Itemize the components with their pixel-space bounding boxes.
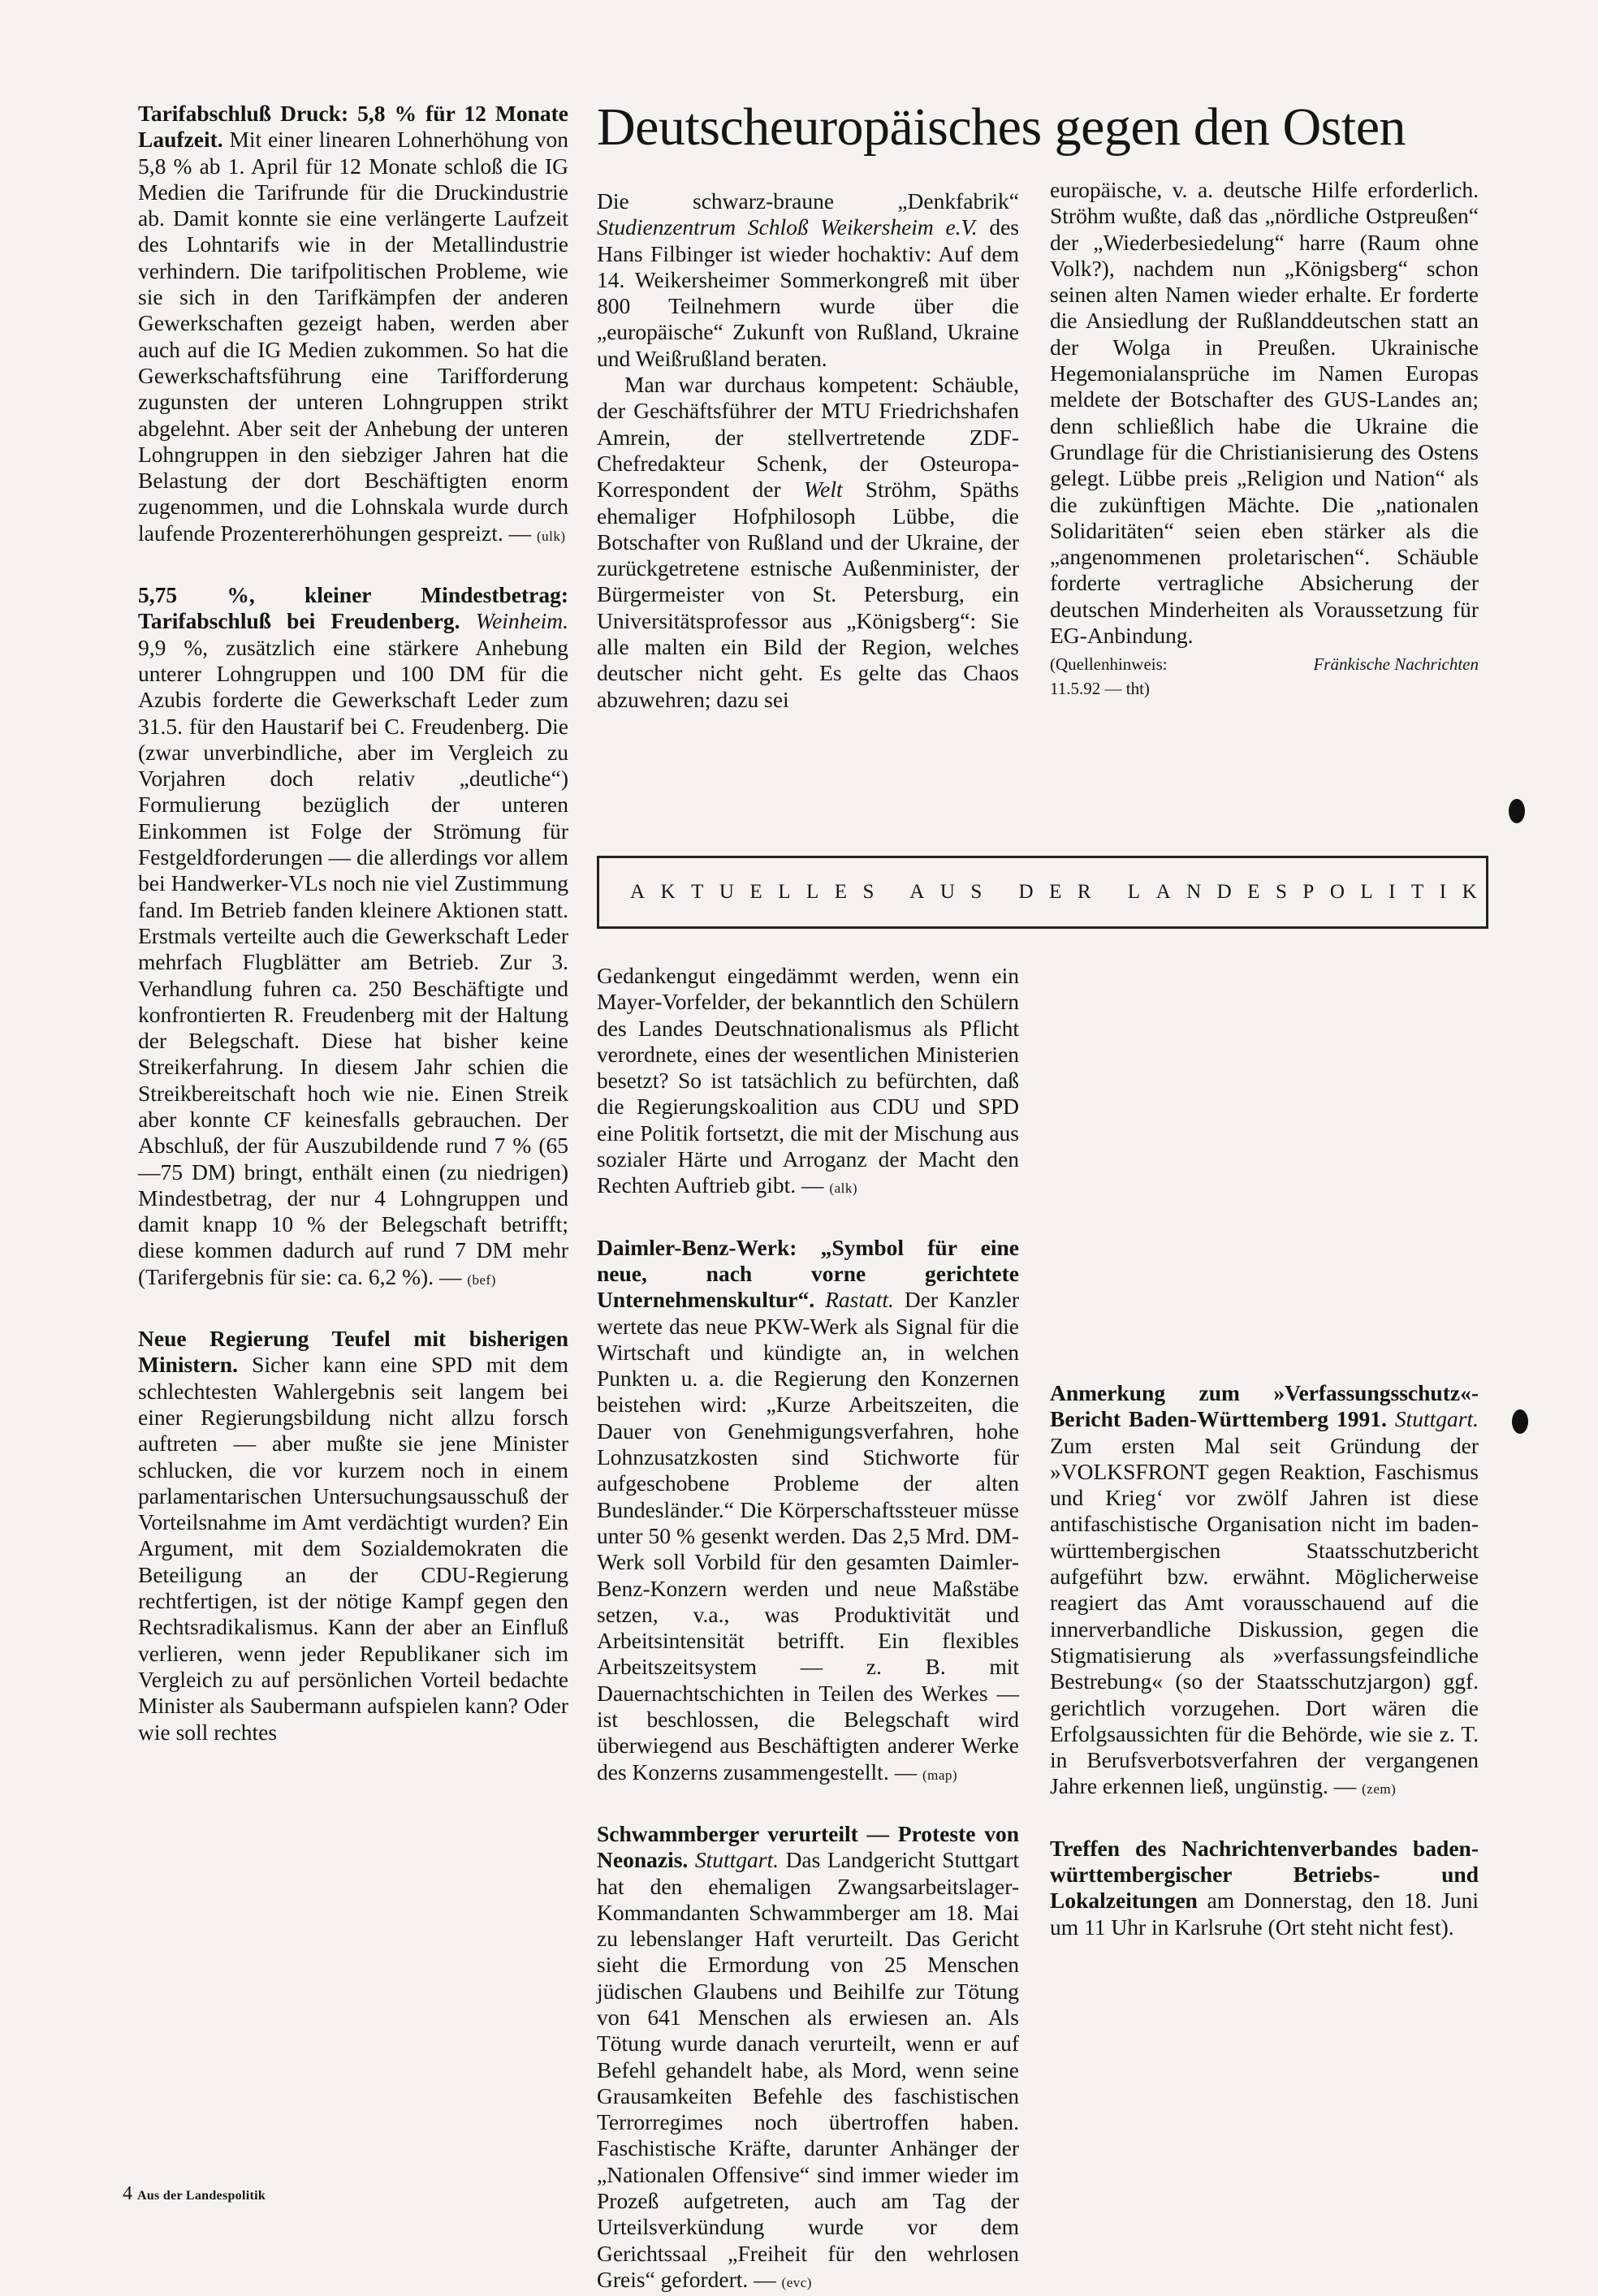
source-label: (Quellenhinweis: (1050, 654, 1168, 675)
article-body: Sicher kann eine SPD mit dem schlechtesten Wahlergebnis seit langem bei einer Regierungsbildung nicht allzu forsch auftreten — aber mußte sie jene Minister schlucken, die vor kurzem noch in einem parlamentarischen Untersuchungsausschuß der Vorteilsnahme im Amt verdächtigt wurden? Ein Argument, mit dem Sozialdemokraten die Beteiligung an der CDU-Regierung rechtfertigen, ist der nötige Kampf gegen den Rechtsradikalismus. Kann der aber an Einfluß verlieren, wenn jeder Republikaner sich im Vergleich zu auf persönlichen Vorteil bedachte Minister als Saubermann aufspielen kann? Oder wie soll rechtes (138, 1352, 568, 1745)
right-column-bottom (1050, 963, 1479, 1940)
middle-column-top (597, 188, 1019, 713)
section-banner (597, 856, 1493, 929)
article-weikersheim-body (597, 372, 1019, 713)
article-neue-regierung-continued (597, 963, 1019, 1202)
article-signature: (ulk) (537, 528, 566, 544)
article-signature: (zem) (1362, 1781, 1397, 1798)
article-body: Zum ersten Mal seit Gründung der »VOLKSFRONT gegen Reaktion, Faschismus und Krieg‘ vor zwölf Jahren ist diese antifaschistische Organisation nicht im baden-württembergischen Staatsschutzbericht aufgeführt bzw. erwähnt. Möglicherweise reagiert das Amt vorausschauend auf die innerverbandliche Diskussion, gegen die Stigmatisierung als »verfassungsfeindliche Bestrebung« (so der Staatsschutzjargon) ggf. gerichtlich vorzugehen. Dort wären die Erfolgsaussichten für die Behörde, wie sie z. T. in Berufsverbotsverfahren der vergangenen Jahre erkennen ließ, ungünstig. — (1050, 1432, 1479, 1799)
article-title: Daimler-Benz-Werk: „Symbol für eine neue, nach vorne gerichtete Unternehmenskultur“. (597, 1234, 1019, 1313)
article-title-italic: Studienzentrum Schloß Weikersheim e.V. (597, 214, 978, 240)
article-body: Ströhm, Späths ehemaliger Hofphilosoph Lübbe, die Botschafter von Rußland und der Ukraine, der zurückgetretene estnische Außenminister, der Bürgermeister von St. Petersburg, ein Universitätsprofessor aus „Königsberg“: Sie alle malten ein Bild der Region, welches deutscher nicht geht. Es gelte das Chaos abzuwehren; dazu sei (597, 477, 1019, 712)
article-weikersheim-continued (1050, 177, 1479, 649)
article-title: Anmerkung zum »Verfassungsschutz«-Bericht Baden-Württemberg 1991. (1050, 1380, 1479, 1432)
article-body: Mit einer linearen Lohnerhöhung von 5,8 % ab 1. April für 12 Monate schloß die IG Medien die Tarifrunde für die Druckindustrie ab. Damit konnte sie eine verlängerte Laufzeit des Lohntarifs wie in der Metallindustrie verhindern. Die tarifpolitischen Probleme, wie sie sich in den Tarifkämpfen der anderen Gewerkschaften gezeigt haben, werden aber auch auf die IG Medien zukommen. So hat die Gewerkschaftsführung eine Tarifforderung zugunsten der unteren Lohngruppen strikt abgelehnt. Aber seit der Anhebung der unteren Lohngruppen in den siebziger Jahren hat die Belastung der dort Beschäftigten enorm zugenommen, und die Lohnskala wurde durch laufende Prozentererhöhungen gespreizt. — (138, 127, 568, 546)
right-column-top (1050, 177, 1479, 701)
article-title: Tarifabschluß Druck: 5,8 % für 12 Monate Laufzeit. (138, 101, 568, 153)
article-weikersheim-intro (597, 188, 1019, 372)
page-number: 4 (123, 2183, 132, 2204)
middle-column-bottom (597, 963, 1019, 2296)
article-title: Schwammberger verurteilt — Proteste von Neonazis. (597, 1820, 1019, 1873)
page-headline: Deutscheuropäisches gegen den Osten (597, 97, 1406, 157)
article-signature: (alk) (829, 1180, 857, 1197)
page-footer (123, 2183, 266, 2205)
article-location: Stuttgart. (694, 1847, 779, 1873)
article-signature: (map) (922, 1767, 958, 1783)
punch-hole-mark (1512, 1409, 1528, 1434)
article-title: 5,75 %, kleiner Mindestbetrag: Tarifabschluß bei Freudenberg. (138, 582, 568, 634)
article-body: am Donnerstag, den 18. Juni um 11 Uhr in Karlsruhe (Ort steht nicht fest). (1050, 1888, 1479, 1940)
article-body: Der Kanzler wertete das neue PKW-Werk als Signal für die Wirtschaft und kündigte an, in welchen Punkten u. a. die Regierung den Konzernen beistehen wird: „Kurze Arbeitszeiten, die Dauer von Genehmigungsverfahren, hohe Lohnzusatzkosten sind Stichworte für aufgeschobene Probleme der alten Bundesländer.“ Die Körperschaftssteuer müsse unter 50 % gesenkt werden. Das 2,5 Mrd. DM-Werk soll Vorbild für den gesamten Daimler-Benz-Konzern werden und neue Maßstäbe setzen, v.a., was Produktivität und Arbeitsintensität betrifft. Ein flexibles Arbeitszeitsystem — z. B. mit Dauernachtschichten in Teilen des Werkes — ist beschlossen, die Belegschaft wird überwiegend aus Beschäftigten anderer Werke des Konzerns zusammengestellt. — (597, 1287, 1019, 1785)
newspaper-name: Welt (803, 477, 843, 503)
article-body: 9,9 %, zusätzlich eine stärkere Anhebung unterer Lohngruppen und 100 DM für die Azubis forderte die Gewerkschaft Leder zum 31.5. für den Haustarif bei C. Freudenberg. Die (zwar unverbindliche, aber im Vergleich zu Vorjahren doch relativ „deutliche“) Formulierung bezüglich der unteren Einkommen ist Folge der Strömung für Festgeldforderungen — die allerdings vor allem bei Handwerker-VLs noch nie viel Zustimmung fand. Im Betrieb fanden kleinere Aktionen statt. Erstmals verteilte auch die Gewerkschaft Leder mehrfach Flugblätter am Betrieb. Zur 3. Verhandlung fuhren ca. 250 Beschäftigte und konfrontierten R. Freudenberg mit der Haltung der Belegschaft. Diese hat bisher keine Streikerfahrung. In diesem Jahr schien die Streikbereitschaft hoch wie nie. Einen Streik aber konnte CF keinesfalls gebrauchen. Der Abschluß, der für Auszubildende rund 7 % (65—75 DM) bringt, enthält einen (zu niedrigen) Mindestbetrag, der nur 4 Lohngruppen und damit knapp 10 % der Belegschaft betrifft; diese kommen dadurch auf rund 7 DM mehr (Tarifergebnis für sie: ca. 6,2 %). — (138, 634, 568, 1289)
article-treffen (1050, 1836, 1479, 1940)
article-freudenberg (138, 582, 568, 1293)
article-body: Man war durchaus kompetent: Schäuble, der Geschäftsführer der MTU Friedrichshafen Amrein, der stellvertretende ZDF-Chefredakteur Schenk, der Osteuropa-Korrespondent der (597, 372, 1019, 503)
article-body: Gedankengut eingedämmt werden, wenn ein Mayer-Vorfelder, der bekanntlich den Schülern des Landes Deutschnationalismus als Pflicht verordnete, eines der wesentlichen Ministerien besetzt? So ist tatsächlich zu befürchten, daß die Regierungskoalition aus CDU und SPD eine Politik fortsetzt, die mit der Mischung aus sozialer Härte und Arroganz der Macht den Rechten Auftrieb gibt. — (597, 963, 1019, 1198)
article-body: des Hans Filbinger ist wieder hochaktiv: Auf dem 14. Weikersheimer Sommerkongreß mit über 800 Teilnehmern wurde über die „europäische“ Zukunft von Rußland, Ukraine und Weißrußland beraten. (597, 214, 1019, 371)
article-body: Das Landgericht Stuttgart hat den ehemaligen Zwangsarbeitslager-Kommandanten Schwammberger am 18. Mai zu lebenslanger Haft verurteilt. Das Gericht sieht die Ermordung von 25 Menschen jüdischen Glaubens und Beihilfe zur Tötung von 641 Menschen als erwiesen an. Als Tötung wurde danach verurteilt, wenn er auf Befehl gehandelt habe, als Mord, wenn seine Grausamkeiten Befehle des faschistischen Terrorregimes noch übertroffen haben. Faschistische Kräfte, darunter Anhänger der „Nationalen Offensive“ sind immer wieder im Prozeß aufgetreten, auch am Tag der Urteilsverkündung wurde vor dem Gerichtssaal „Freiheit für den wehrlosen Greis“ gefordert. — (597, 1847, 1020, 2292)
article-signature: (evc) (781, 2274, 812, 2290)
article-signature: tht) (1125, 679, 1150, 699)
source-note (1050, 652, 1479, 701)
article-location: Stuttgart. (1394, 1406, 1479, 1432)
article-verfassungsschutz (1050, 1380, 1479, 1803)
article-body: europäische, v. a. deutsche Hilfe erforderlich. Ströhm wußte, daß das „nördliche Ostpreußen“ der „Wiederbesiedelung“ harre (Raum ohne Volk?), nachdem nun „Königsberg“ schon seinen alten Namen wieder erhalte. Er forderte die Ansiedlung der Rußlanddeutschen statt an der Wolga in Preußen. Ukrainische Hegemonialansprüche im Namen Europas meldete der Botschafter des GUS-Landes an; denn schließlich habe die Ukraine die Grundlage für die Christianisierung des Ostens gelegt. Lübbe preis „Religion und Nation“ als die zukünftigen Mächte. Die „nationalen Solidaritäten“ seien eben stärker als die „angenommenen proletarischen“. Schäuble forderte vertragliche Absicherung der deutschen Minderheiten als Voraussetzung für EG-Anbindung. (1050, 177, 1479, 649)
article-title: Neue Regierung Teufel mit bisherigen Ministern. (138, 1326, 568, 1378)
source-name: Fränkische Nachrichten (1313, 654, 1479, 675)
article-location: Weinheim. (475, 608, 568, 634)
article-title: Die schwarz-braune „Denkfabrik“ (597, 188, 1019, 214)
punch-hole-mark (1509, 799, 1525, 823)
article-title: Treffen des Nachrichtenverbandes baden-württembergischer Betriebs- und Lokalzeitungen (1050, 1835, 1479, 1914)
article-neue-regierung (138, 1326, 568, 1746)
article-location: Rastatt. (825, 1287, 894, 1313)
section-banner-text: AKTUELLES AUS DER LANDESPOLITIK (630, 881, 1493, 903)
left-column (138, 101, 568, 1746)
article-daimler-benz (597, 1235, 1019, 1789)
article-tarifabschluss-druck (138, 101, 568, 550)
source-date: 11.5.92 — (1050, 679, 1122, 699)
footer-label: Aus der Landespolitik (137, 2189, 266, 2203)
article-signature: (bef) (467, 1271, 496, 1288)
article-schwammberger (597, 1821, 1019, 2296)
